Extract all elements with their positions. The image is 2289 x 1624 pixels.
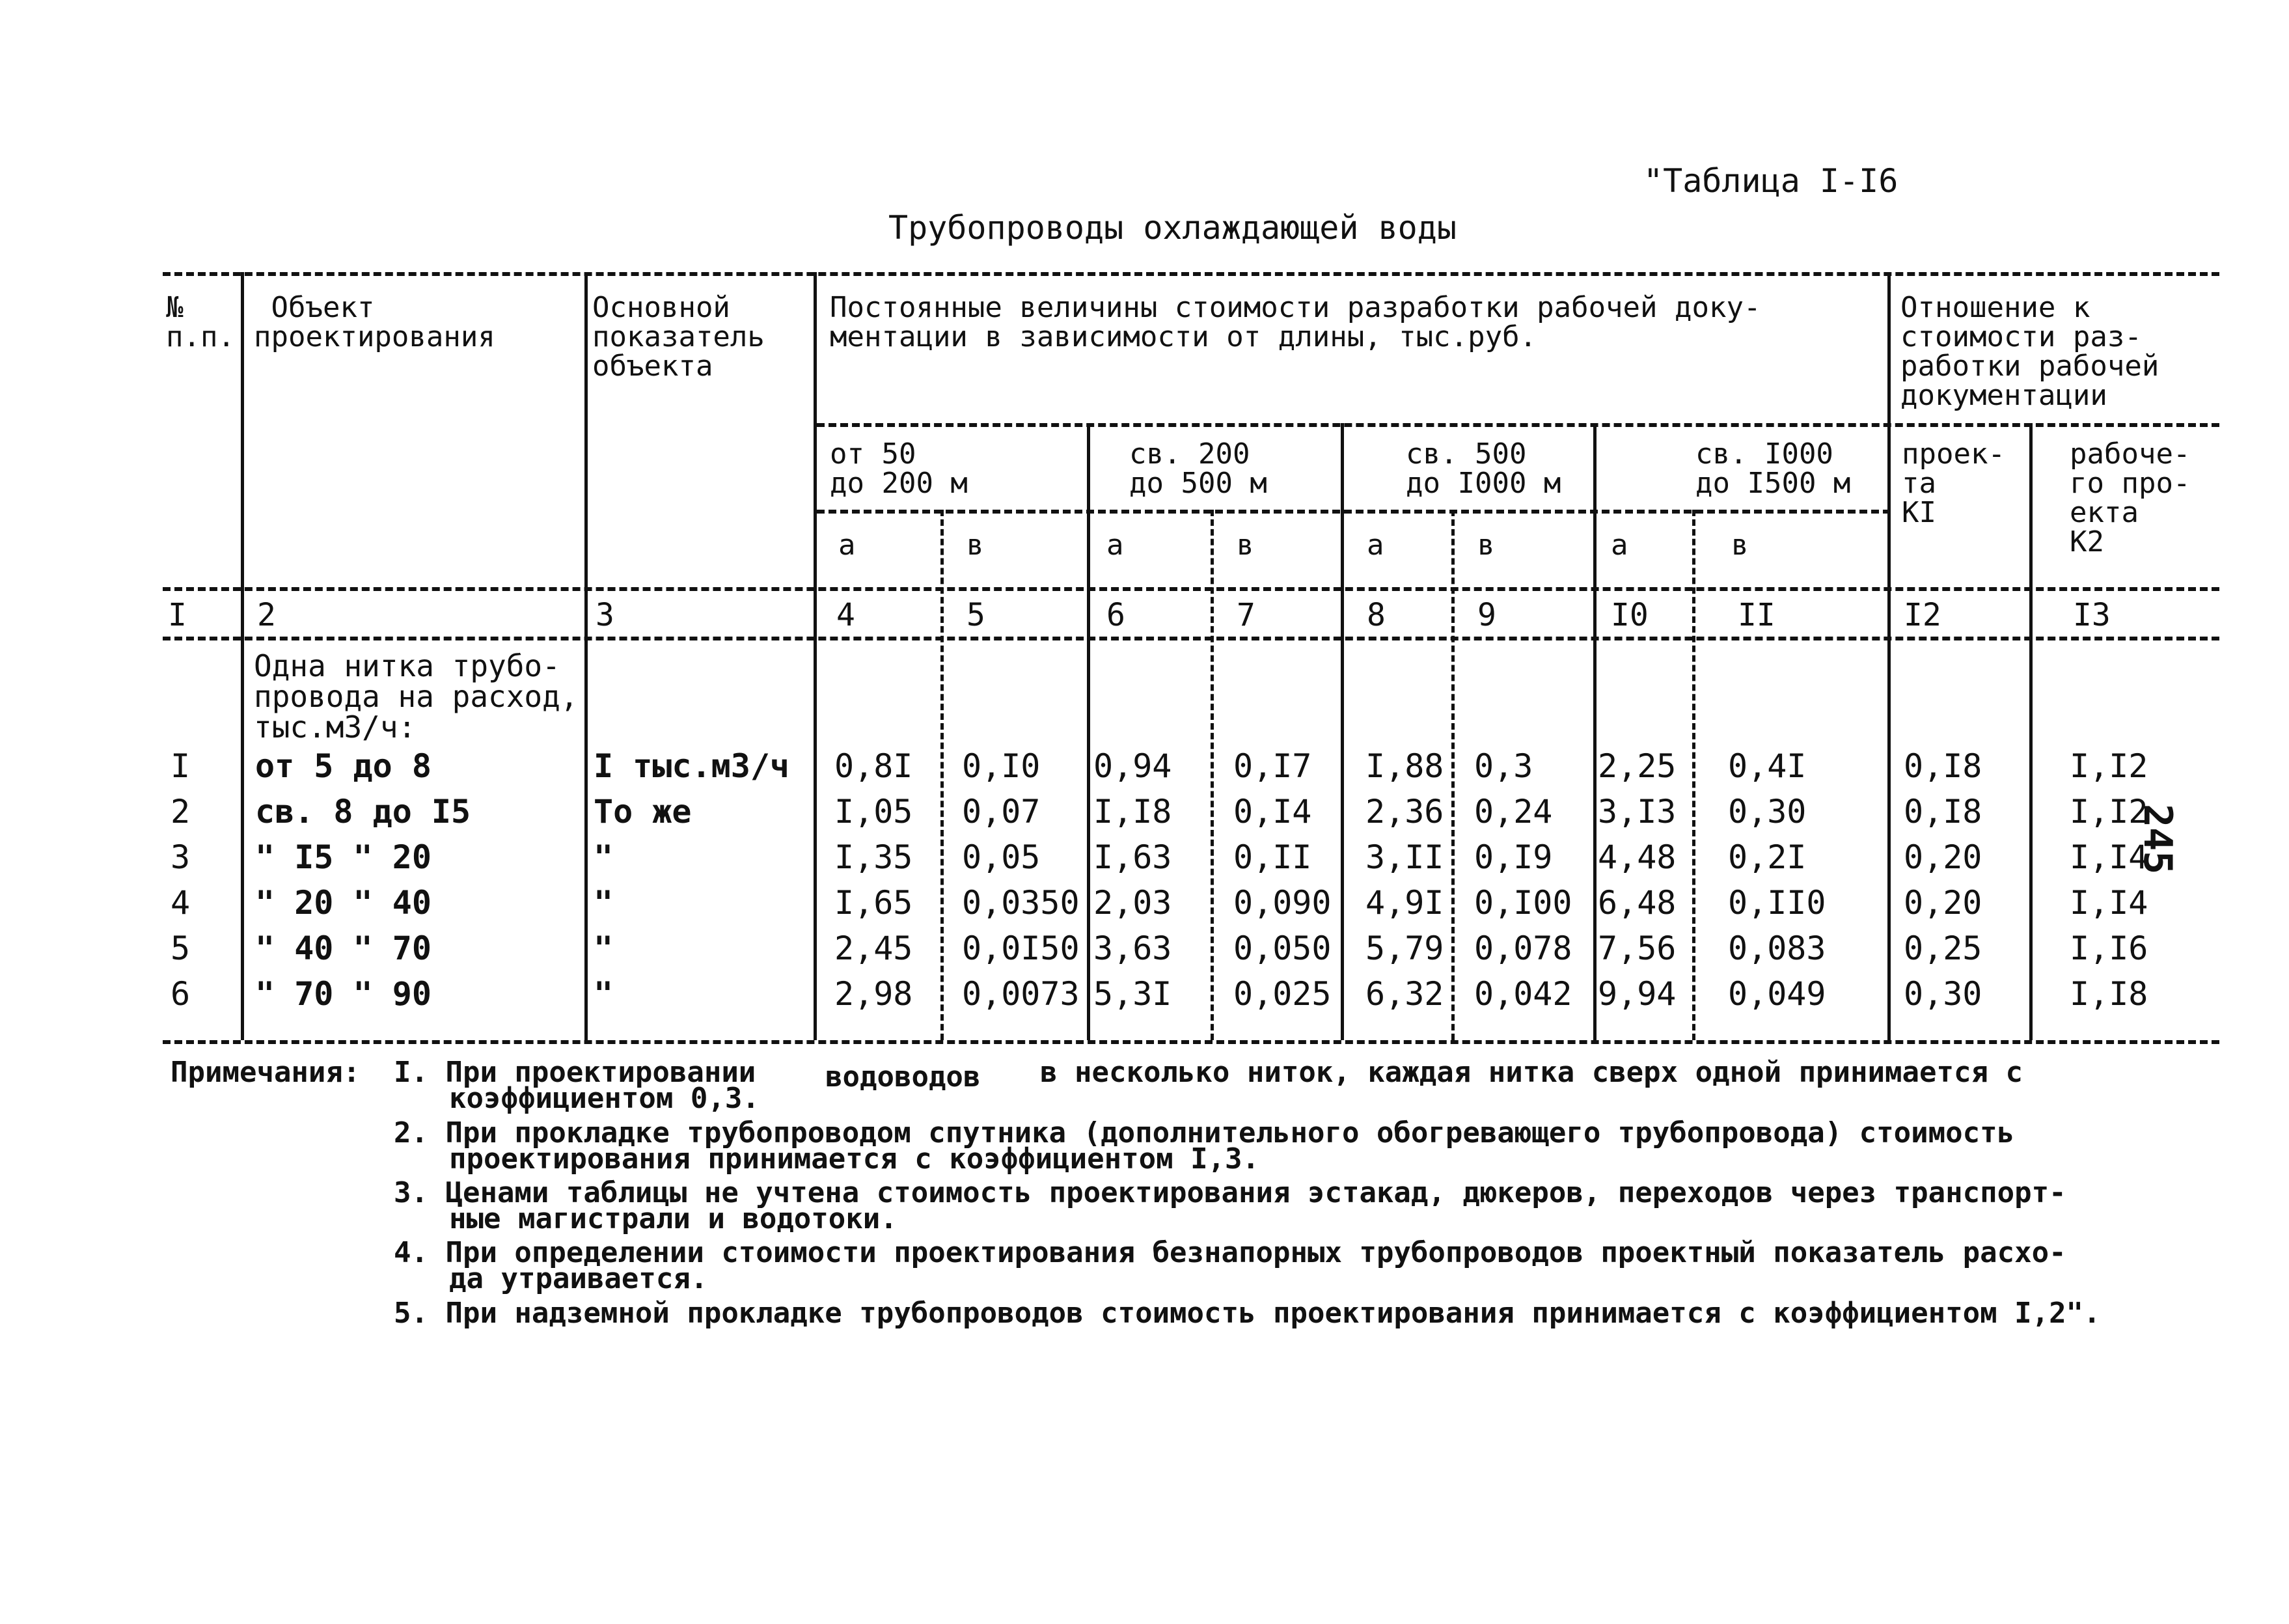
table-title: Трубопроводы охлаждающей воды [888, 209, 1457, 247]
column-number: II [1738, 597, 1775, 633]
row-number: 4 [171, 884, 191, 922]
row-value: 0,I00 [1474, 884, 1572, 922]
row-value: I,I8 [2070, 975, 2148, 1013]
note-3: 3. Ценами таблицы не учтена стоимость проектирования эстакад, дюкеров, переходов через транспорт- [394, 1176, 2066, 1209]
row-value: 0,94 [1093, 747, 1172, 785]
row-indicator: " [594, 884, 614, 922]
row-value: I,63 [1093, 838, 1172, 876]
row-value: 0,30 [1904, 975, 1982, 1013]
subheader-a-4: а [1611, 529, 1628, 562]
header-k1: проек- та КI [1902, 437, 2005, 529]
subheader-b-1: в [966, 529, 984, 562]
column-number: I3 [2073, 597, 2111, 633]
header-indicator: Основной показатель объекта [592, 291, 765, 383]
column-number: 5 [966, 597, 985, 633]
row-value: 3,I3 [1598, 793, 1677, 831]
column-number: 9 [1477, 597, 1496, 633]
note-2: 2. При прокладке трубопроводом спутника (дополнительного обогревающего трубопровода) стоимость [394, 1116, 2015, 1149]
row-object: " 40 " 70 [255, 929, 432, 967]
header-range-1000-1500: св. I000 до I500 м [1695, 437, 1851, 500]
header-k2: рабоче- го про- екта К2 [2070, 437, 2191, 558]
note-1-start: I. При проектировании [394, 1056, 756, 1089]
column-number: 7 [1237, 597, 1255, 633]
row-value: 0,090 [1233, 884, 1332, 922]
row-indicator: " [594, 838, 614, 876]
header-ratio: Отношение к стоимости раз- работки рабочей документации [1900, 291, 2159, 412]
row-value: 0,2I [1728, 838, 1807, 876]
row-value: 2,98 [834, 975, 913, 1013]
column-number: 6 [1106, 597, 1125, 633]
row-value: I,I4 [2070, 838, 2148, 876]
subheader-a-2: а [1106, 529, 1124, 562]
row-value: 0,042 [1474, 975, 1572, 1013]
column-number: I2 [1904, 597, 1941, 633]
notes-label: Примечания: [171, 1056, 361, 1089]
note-2-continued: проектирования принимается с коэффициентом I,3. [449, 1142, 1260, 1176]
column-number: I [168, 597, 187, 633]
row-value: 2,25 [1598, 747, 1677, 785]
row-value: I,88 [1365, 747, 1444, 785]
row-value: 9,94 [1598, 975, 1677, 1013]
row-indicator: " [594, 929, 614, 967]
row-value: 0,8I [834, 747, 913, 785]
row-value: 0,049 [1728, 975, 1826, 1013]
row-value: 0,05 [962, 838, 1041, 876]
subheader-b-3: в [1477, 529, 1495, 562]
row-value: I,I4 [2070, 884, 2148, 922]
subheader-a-3: а [1367, 529, 1384, 562]
column-number: 2 [257, 597, 276, 633]
subheader-a-1: а [838, 529, 856, 562]
row-value: 0,0350 [962, 884, 1080, 922]
row-value: I,I2 [2070, 747, 2148, 785]
row-value: I,35 [834, 838, 913, 876]
row-value: I,I6 [2070, 929, 2148, 967]
row-value: I,65 [834, 884, 913, 922]
row-value: 0,083 [1728, 929, 1826, 967]
row-value: 0,I7 [1233, 747, 1312, 785]
row-value: I,05 [834, 793, 913, 831]
row-value: 0,050 [1233, 929, 1332, 967]
row-value: 0,II0 [1728, 884, 1826, 922]
column-number: 8 [1367, 597, 1386, 633]
row-value: 0,078 [1474, 929, 1572, 967]
row-value: 0,0I50 [962, 929, 1080, 967]
row-object: от 5 до 8 [255, 747, 432, 785]
row-object: св. 8 до I5 [255, 793, 471, 831]
row-value: 2,36 [1365, 793, 1444, 831]
subheader-b-2: в [1237, 529, 1254, 562]
row-number: 2 [171, 793, 191, 831]
note-1-end: в несколько ниток, каждая нитка сверх одной принимается с [1040, 1056, 2023, 1089]
row-value: 0,0073 [962, 975, 1080, 1013]
group-label: Одна нитка трубо- провода на расход, тыс.м3/ч: [254, 648, 579, 745]
row-value: 6,32 [1365, 975, 1444, 1013]
row-value: 0,I0 [962, 747, 1041, 785]
row-value: 7,56 [1598, 929, 1677, 967]
note-3-continued: ные магистрали и водотоки. [449, 1202, 898, 1235]
row-number: 5 [171, 929, 191, 967]
row-number: I [171, 747, 191, 785]
row-value: I,I8 [1093, 793, 1172, 831]
row-indicator: " [594, 975, 614, 1013]
row-number: 3 [171, 838, 191, 876]
row-value: 0,I8 [1904, 793, 1982, 831]
row-indicator: I тыс.м3/ч [594, 747, 790, 785]
header-object: Объект проектирования [254, 291, 495, 353]
note-1-highlight: водоводов [825, 1060, 981, 1094]
row-object: " 70 " 90 [255, 975, 432, 1013]
row-value: 0,4I [1728, 747, 1807, 785]
column-number: 3 [596, 597, 614, 633]
row-value: 0,II [1233, 838, 1312, 876]
row-value: 5,3I [1093, 975, 1172, 1013]
header-costs: Постоянные величины стоимости разработки рабочей доку- ментации в зависимости от длины, тыс.руб. [830, 291, 1761, 353]
row-value: 0,20 [1904, 838, 1982, 876]
row-number: 6 [171, 975, 191, 1013]
row-value: 0,25 [1904, 929, 1982, 967]
column-number: 4 [836, 597, 855, 633]
row-value: 4,48 [1598, 838, 1677, 876]
header-range-50-200: от 50 до 200 м [830, 437, 968, 500]
column-number: I0 [1611, 597, 1649, 633]
row-value: 0,3 [1474, 747, 1533, 785]
subheader-b-4: в [1731, 529, 1749, 562]
row-value: 0,24 [1474, 793, 1553, 831]
row-value: 0,30 [1728, 793, 1807, 831]
row-value: 5,79 [1365, 929, 1444, 967]
row-indicator: То же [594, 793, 692, 831]
row-value: 0,I4 [1233, 793, 1312, 831]
header-range-500-1000: св. 500 до I000 м [1406, 437, 1561, 500]
row-value: 0,I8 [1904, 747, 1982, 785]
row-value: 2,45 [834, 929, 913, 967]
header-number: № п.п. [166, 291, 235, 353]
table-caption: "Таблица I-I6 [1643, 162, 1898, 200]
row-value: I,I2 [2070, 793, 2148, 831]
header-range-200-500: св. 200 до 500 м [1129, 437, 1267, 500]
row-value: 2,03 [1093, 884, 1172, 922]
row-value: 3,II [1365, 838, 1444, 876]
row-value: 0,025 [1233, 975, 1332, 1013]
row-value: 0,I9 [1474, 838, 1553, 876]
row-value: 4,9I [1365, 884, 1444, 922]
row-value: 6,48 [1598, 884, 1677, 922]
row-value: 0,07 [962, 793, 1041, 831]
row-object: " 20 " 40 [255, 884, 432, 922]
row-object: " I5 " 20 [255, 838, 432, 876]
note-5: 5. При надземной прокладке трубопроводов стоимость проектирования принимается с коэффициентом I,2". [394, 1297, 2101, 1330]
row-value: 3,63 [1093, 929, 1172, 967]
row-value: 0,20 [1904, 884, 1982, 922]
note-4: 4. При определении стоимости проектирования безнапорных трубопроводов проектный показатель расхо- [394, 1236, 2066, 1269]
note-4-continued: да утраивается. [449, 1262, 708, 1295]
page-number: 245 [2135, 804, 2180, 875]
note-1-continued: коэффициентом 0,3. [449, 1082, 760, 1115]
